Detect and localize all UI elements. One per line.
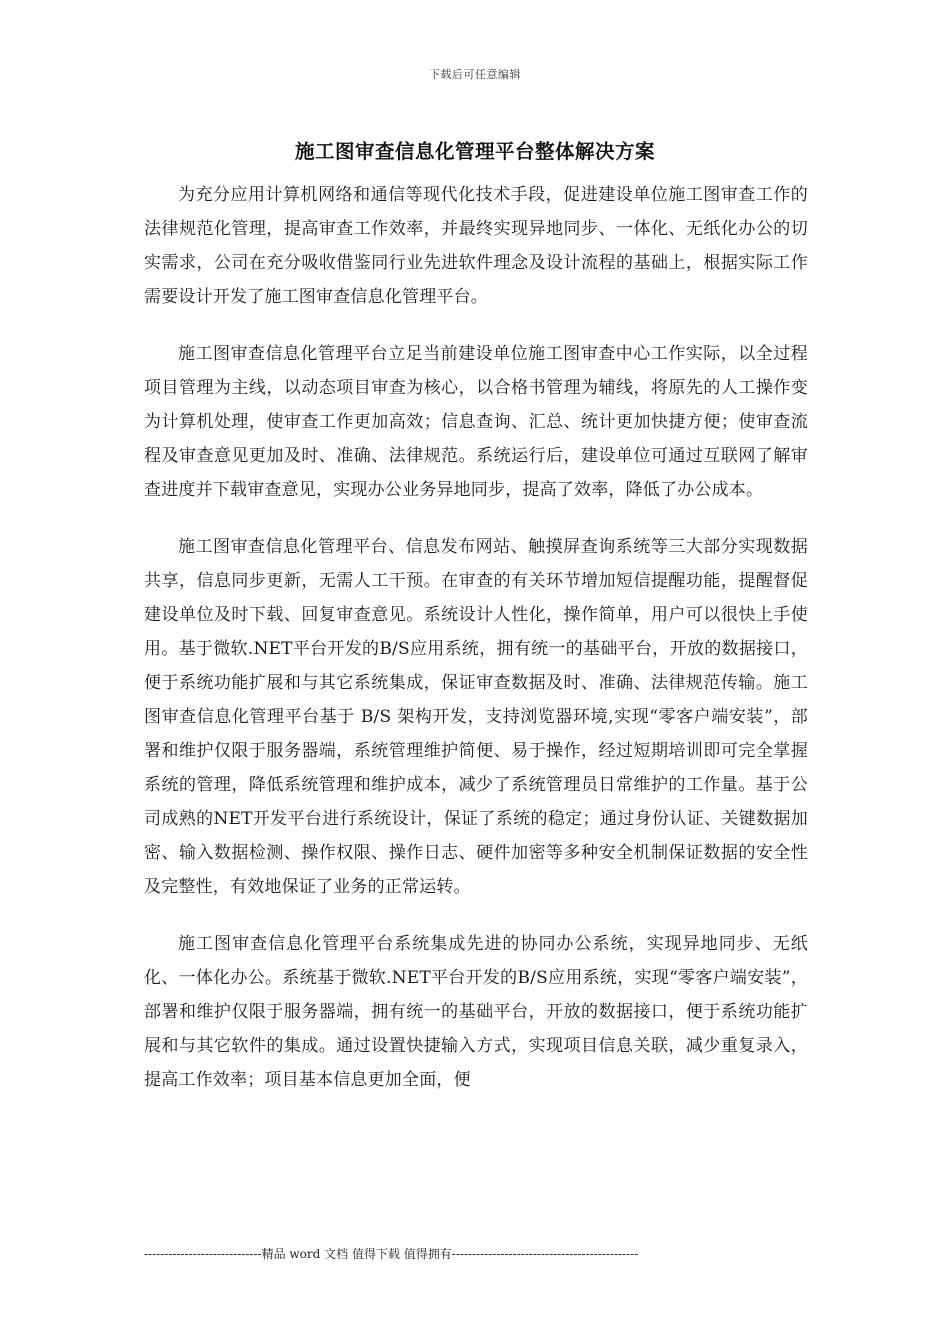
footer-note: -----------------------------精品 word 文档 值得下载 值得拥有----------------------------------------------: [144, 1247, 639, 1261]
paragraph-2: 施工图审查信息化管理平台立足当前建设单位施工图审查中心工作实际，以全过程项目管理为主线，以动态项目审查为核心，以合格书管理为辅线，将原先的人工操作变为计算机处理，使审查工作更加高效；信息查询、汇总、统计更加快捷方便；使审查流程及审查意见更加及时、准确、法律规范。系统运行后，建设单位可通过互联网了解审查进度并下载审查意见，实现办公业务异地同步，提高了效率，降低了办公成本。: [144, 344, 808, 500]
header-note: 下载后可任意编辑: [429, 68, 521, 81]
document-title: 施工图审查信息化管理平台整体解决方案: [294, 140, 655, 163]
paragraph-1: 为充分应用计算机网络和通信等现代化技术手段，促进建设单位施工图审查工作的法律规范化管理，提高审查工作效率，并最终实现异地同步、一体化、无纸化办公的切实需求，公司在充分吸收借鉴同行业先进软件理念及设计流程的基础上，根据实际工作需要设计开发了施工图审查信息化管理平台。: [144, 185, 808, 307]
paragraph-4: 施工图审查信息化管理平台系统集成先进的协同办公系统，实现异地同步、无纸化、一体化办公。系统基于微软.NET平台开发的B/S应用系统，实现“零客户端安装”，部署和维护仅限于服务器端，拥有统一的基础平台，开放的数据接口，便于系统功能扩展和与其它软件的集成。通过设置快捷输入方式，实现项目信息关联，减少重复录入，提高工作效率；项目基本信息更加全面，便: [144, 934, 808, 1090]
document-body: [144, 178, 808, 1120]
paragraph-3: 施工图审查信息化管理平台、信息发布网站、触摸屏查询系统等三大部分实现数据共享，信息同步更新，无需人工干预。在审查的有关环节增加短信提醒功能，提醒督促建设单位及时下载、回复审查意见。系统设计人性化，操作简单，用户可以很快上手使用。基于微软.NET平台开发的B/S应用系统，拥有统一的基础平台，开放的数据接口，便于系统功能扩展和与其它系统集成，保证审查数据及时、准确、法律规范传输。施工图审查信息化管理平台基于 B/S 架构开发，支持浏览器环境,实现“零客户端安装”，部署和维护仅限于服务器端，系统管理维护简便、易于操作，经过短期培训即可完全掌握系统的管理，降低系统管理和维护成本，减少了系统管理员日常维护的工作量。基于公司成熟的NET开发平台进行系统设计，保证了系统的稳定；通过身份认证、关键数据加密、输入数据检测、操作权限、操作日志、硬件加密等多种安全机制保证数据的安全性及完整性，有效地保证了业务的正常运转。: [144, 537, 808, 897]
